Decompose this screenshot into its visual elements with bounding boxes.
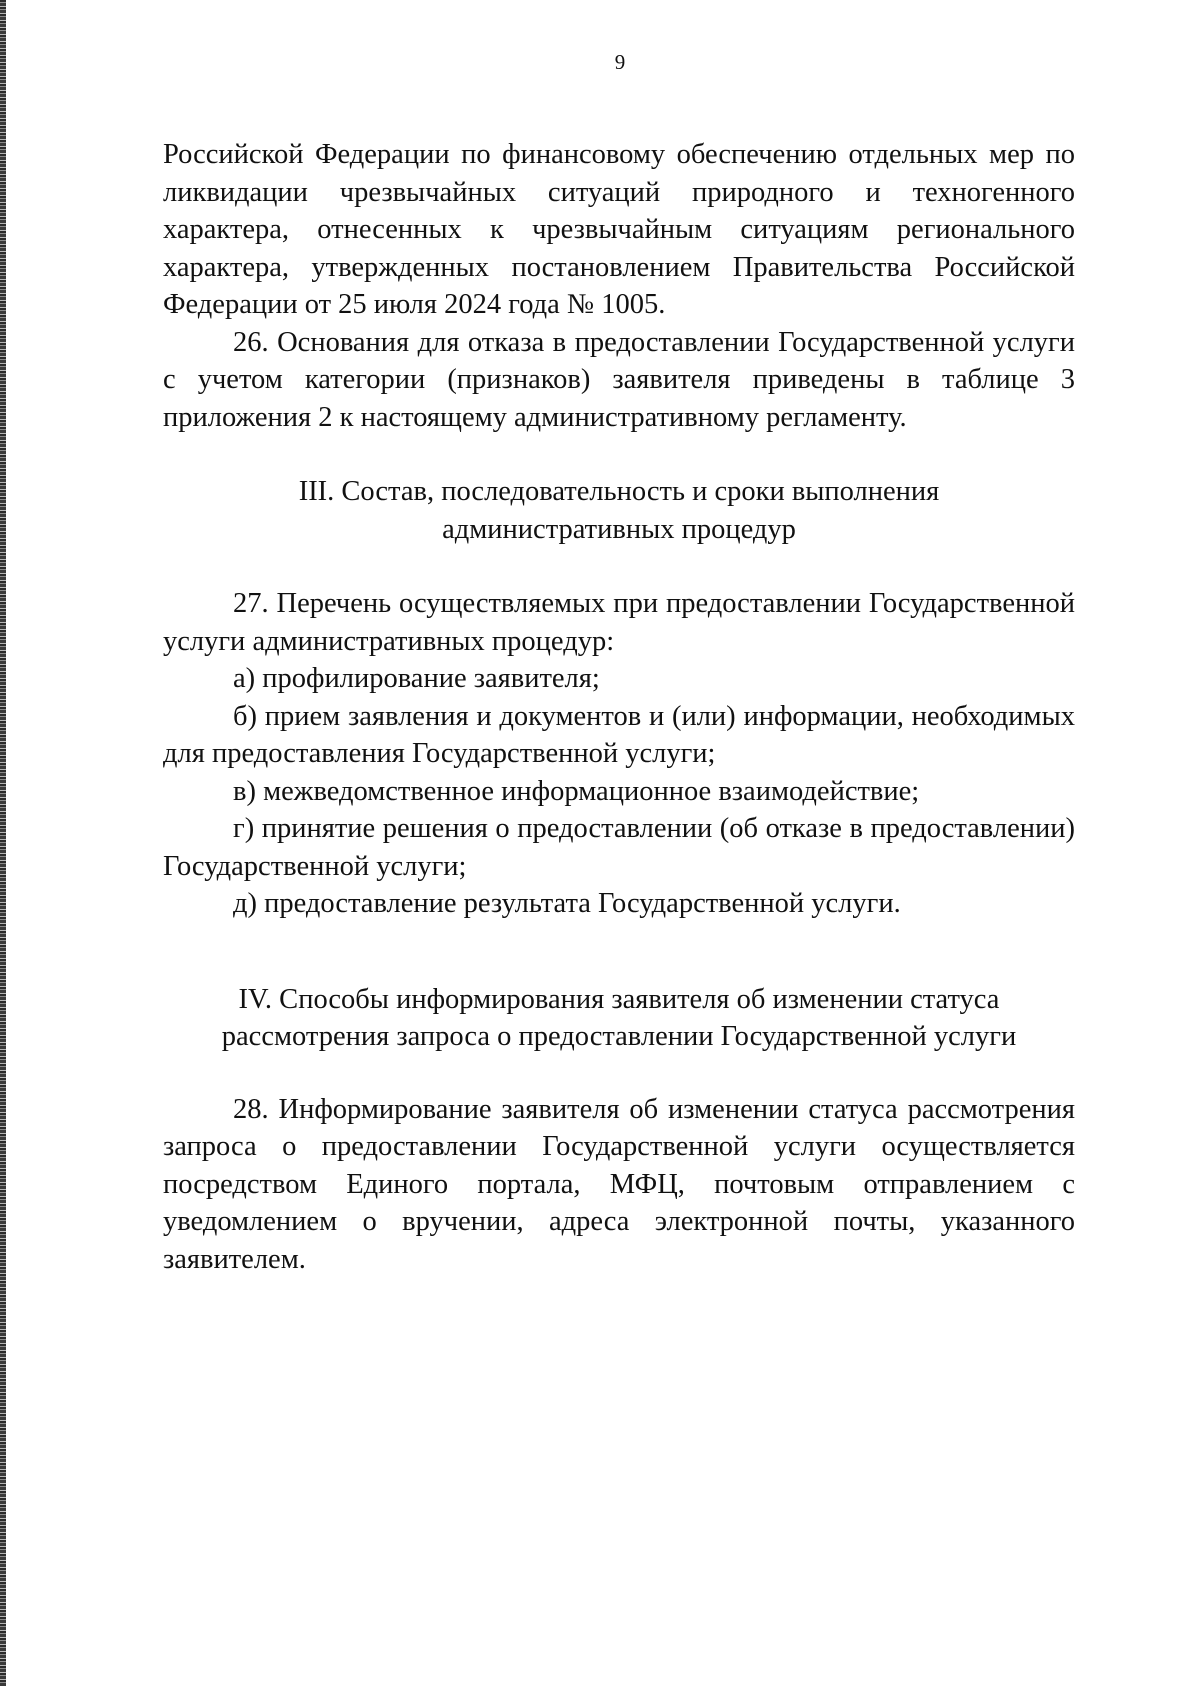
paragraph-28: 28. Информирование заявителя об изменении статуса рассмотрения запроса о предоставлении Государственной услуги осуществляется посредством Единого портала, МФЦ, почтовым отправлением с уведомлением о вручении, адреса электронной почты, указанного заявителем. bbox=[163, 1093, 1075, 1275]
list-item-b: б) прием заявления и документов и (или) информации, необходимых для предоставления Государственной услуги; bbox=[163, 700, 1075, 769]
section-4-heading bbox=[163, 981, 1075, 1056]
list-item-d: д) предоставление результата Государственной услуги. bbox=[233, 888, 901, 919]
list-item-a: а) профилирование заявителя; bbox=[233, 663, 600, 694]
document-body bbox=[163, 136, 1075, 1278]
page-number: 9 bbox=[614, 50, 626, 74]
paragraph-continuation: Российской Федерации по финансовому обеспечению отдельных мер по ликвидации чрезвычайных ситуаций природного и техногенного характера, отнесенных к чрезвычайным ситуациям регионального характера, утвержденных постановлением Правительства Российской Федерации от 25 июля 2024 года № 1005. bbox=[163, 139, 1075, 320]
paragraph-27: 27. Перечень осуществляемых при предоставлении Государственной услуги административных процедур: bbox=[163, 588, 1075, 657]
paragraph-26: 26. Основания для отказа в предоставлении Государственной услуги с учетом категории (признаков) заявителя приведены в таблице 3 приложения 2 к настоящему административному регламенту. bbox=[163, 326, 1075, 433]
section-4-heading-line1: IV. Способы информирования заявителя об изменении статуса bbox=[238, 983, 1000, 1015]
list-item-v: в) межведомственное информационное взаимодействие; bbox=[233, 775, 920, 807]
section-3-heading bbox=[163, 473, 1075, 548]
section-4-heading-line2: рассмотрения запроса о предоставлении Государственной услуги bbox=[221, 1021, 1017, 1052]
section-3-heading-line1: III. Состав, последовательность и сроки выполнения bbox=[298, 476, 940, 507]
section-3-heading-line2: административных процедур bbox=[442, 513, 796, 545]
list-item-g: г) принятие решения о предоставлении (об отказе в предоставлении) Государственной услуги; bbox=[163, 813, 1075, 882]
